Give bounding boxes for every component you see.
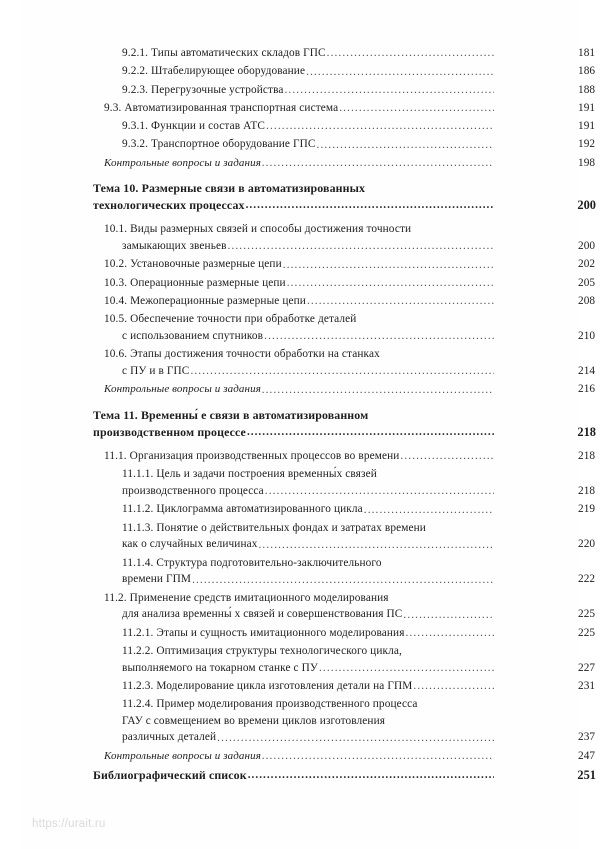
toc-entry-title: производственного процесса — [122, 484, 264, 497]
toc-entry[interactable] — [0, 65, 600, 78]
toc-entry[interactable] — [0, 120, 600, 133]
toc-entry[interactable] — [0, 450, 600, 463]
toc-entry-title: 9.2.3. Перегрузочные устройства — [122, 83, 284, 96]
dot-leader — [285, 86, 495, 95]
toc-entry[interactable] — [0, 102, 600, 115]
toc-entry-title: 10.6. Этапы достижения точности обработки на станках — [104, 348, 380, 361]
toc-entry-title: 9.2.2. Штабелирующее оборудование — [122, 65, 306, 78]
dot-leader — [307, 297, 494, 306]
dot-leader — [228, 242, 494, 251]
dot-leader — [400, 452, 494, 461]
dot-leader — [403, 611, 494, 620]
toc-entry-title: Контрольные вопросы и задания — [104, 156, 261, 169]
dot-leader — [259, 541, 495, 550]
toc-entry-page-number: 202 — [578, 258, 595, 271]
toc-entry-title: 11.2.2. Оптимизация структуры технологического цикла, — [122, 644, 402, 657]
dot-leader — [406, 629, 494, 638]
toc-entry-title: ГАУ с совмещением во времени циклов изготовления — [122, 714, 386, 727]
toc-entry-title: 10.3. Операционные размерные цепи — [104, 276, 286, 289]
toc-entry[interactable] — [0, 313, 600, 326]
toc-entry[interactable] — [0, 731, 600, 744]
toc-entry-page-number: 216 — [578, 383, 595, 396]
toc-entry[interactable] — [0, 557, 600, 570]
toc-entry-page-number: 219 — [578, 503, 595, 516]
toc-entry-page-number: 181 — [578, 47, 595, 59]
toc-entry[interactable] — [0, 348, 600, 361]
toc-entry-title: различных деталей — [122, 731, 217, 744]
toc-entry-title: 11.2.1. Этапы и сущность имитационного моделирования — [122, 626, 405, 639]
toc-entry-page-number: 218 — [577, 425, 596, 439]
toc-entry[interactable] — [0, 258, 600, 271]
toc-entry-title: Контрольные вопросы и задания — [104, 749, 261, 762]
toc-entry[interactable] — [0, 383, 600, 396]
dot-leader — [264, 332, 494, 341]
toc-entry-title: Библиографический список — [93, 768, 247, 783]
toc-entry-page-number: 231 — [578, 679, 595, 692]
dot-leader — [190, 367, 494, 376]
toc-entry-title: Тема 10. Размерные связи в автоматизированных — [93, 181, 366, 196]
toc-entry-page-number: 191 — [578, 120, 595, 133]
toc-entry[interactable] — [0, 223, 600, 236]
toc-entry[interactable] — [0, 715, 600, 728]
toc-entry-title: 11.2.4. Пример моделирования производственного процесса — [122, 698, 418, 711]
dot-leader — [306, 68, 494, 77]
toc-entry-title: производственном процессе — [93, 425, 246, 439]
toc-entry-page-number: 222 — [578, 573, 595, 586]
toc-entry-page-number: 225 — [578, 608, 595, 621]
dot-leader — [265, 487, 494, 496]
toc-entry[interactable] — [0, 750, 600, 763]
dot-leader — [364, 506, 494, 515]
toc-entry-title: 9.3.1. Функции и состав АТС — [122, 120, 266, 133]
toc-entry[interactable] — [0, 645, 600, 658]
toc-entry-title: 10.5. Обеспечение точности при обработке деталей — [104, 313, 357, 326]
toc-entry-title: 11.1. Организация производственных процессов во времени — [104, 450, 400, 462]
toc-entry-title: 9.2.1. Типы автоматических складов ГПС — [122, 47, 326, 59]
toc-entry[interactable] — [0, 698, 600, 711]
toc-entry-title: Контрольные вопросы и задания — [104, 383, 261, 396]
toc-entry[interactable] — [0, 408, 600, 422]
dot-leader — [317, 141, 494, 150]
toc-entry-title: замыкающих звеньев — [122, 240, 227, 253]
toc-entry[interactable] — [0, 295, 600, 308]
dot-leader — [262, 159, 494, 168]
toc-entry-title: с использованием спутников — [122, 330, 264, 343]
toc-entry[interactable] — [0, 425, 600, 439]
toc-entry-page-number: 186 — [578, 65, 595, 78]
dot-leader — [319, 664, 494, 673]
toc-entry[interactable] — [0, 662, 600, 675]
toc-entry[interactable] — [0, 503, 600, 516]
toc-entry[interactable] — [0, 138, 600, 151]
toc-entry-title: с ПУ и в ГПС — [122, 365, 190, 378]
toc-entry-title: для анализа временны́ х связей и совершенствования ПС — [122, 608, 403, 621]
toc-entry-title: как о случайных величинах — [122, 538, 258, 551]
dot-leader — [217, 734, 494, 743]
dot-leader — [262, 386, 494, 395]
toc-entry[interactable] — [0, 627, 600, 640]
toc-entry-page-number: 200 — [577, 198, 596, 213]
toc-entry[interactable] — [0, 365, 600, 378]
toc-entry-page-number: 214 — [578, 365, 595, 378]
toc-entry[interactable] — [0, 485, 600, 498]
dot-leader — [413, 682, 494, 691]
toc-entry-page-number: 188 — [578, 83, 595, 96]
dot-leader — [283, 261, 494, 270]
toc-entry-page-number: 218 — [578, 484, 595, 497]
toc-entry[interactable] — [0, 592, 600, 605]
dot-leader — [327, 49, 494, 58]
toc-entry-title: технологических процессах — [93, 198, 245, 213]
toc-entry[interactable] — [0, 181, 600, 195]
toc-entry[interactable] — [0, 47, 600, 60]
toc-entry-page-number: 198 — [578, 156, 595, 169]
toc-entry-page-number: 247 — [578, 749, 595, 762]
dot-leader — [266, 122, 494, 131]
dot-leader — [248, 771, 494, 780]
toc-entry-title: 10.2. Установочные размерные цепи — [104, 258, 282, 271]
dot-leader — [287, 279, 494, 288]
toc-entry[interactable] — [0, 240, 600, 253]
toc-entry[interactable] — [0, 768, 600, 782]
toc-entry[interactable] — [0, 157, 600, 170]
toc-entry-page-number: 208 — [578, 295, 595, 308]
toc-entry[interactable] — [0, 198, 600, 212]
toc-entry-page-number: 237 — [578, 731, 595, 744]
toc-entry-title: времени ГПМ — [122, 573, 192, 586]
toc-entry-page-number: 205 — [578, 276, 595, 289]
toc-entry-page-number: 210 — [578, 330, 595, 343]
dot-leader — [339, 104, 494, 113]
toc-entry-title: 11.2. Применение средств имитационного моделирования — [104, 591, 389, 604]
toc-entry-title: Тема 11. Временны́ е связи в автоматизированном — [93, 407, 369, 422]
toc-entry[interactable] — [0, 330, 600, 343]
toc-entry-page-number: 227 — [578, 661, 595, 674]
toc-entry-title: 9.3. Автоматизированная транспортная система — [104, 101, 339, 114]
dot-leader — [262, 752, 494, 761]
toc-entry-title: 10.1. Виды размерных связей и способы достижения точности — [104, 223, 412, 236]
toc-entry[interactable] — [0, 522, 600, 535]
dot-leader — [192, 576, 494, 585]
toc-entry-title: 11.1.4. Структура подготовительно-заключительного — [122, 556, 382, 569]
toc-entry-page-number: 225 — [578, 626, 595, 639]
toc-entry-page-number: 251 — [577, 768, 596, 783]
toc-entry[interactable] — [0, 538, 600, 551]
toc-entry[interactable] — [0, 468, 600, 481]
toc-entry[interactable] — [0, 84, 600, 97]
toc-entry[interactable] — [0, 680, 600, 693]
toc-entry-title: 11.1.3. Понятие о действительных фондах и затратах времени — [122, 521, 426, 534]
toc-entry-page-number: 220 — [578, 538, 595, 551]
toc-entry-page-number: 200 — [578, 240, 595, 253]
toc-entry-page-number: 218 — [578, 450, 595, 462]
toc-entry-title: 11.1.1. Цель и задачи построения временны́х связей — [122, 468, 377, 481]
toc-entry[interactable] — [0, 608, 600, 621]
toc-entry-title: выполняемого на токарном станке с ПУ — [122, 661, 318, 674]
dot-leader — [246, 201, 494, 210]
toc-entry-title: 11.1.2. Циклограмма автоматизированного цикла — [122, 503, 363, 516]
toc-entry-title: 9.3.2. Транспортное оборудование ГПС — [122, 138, 316, 151]
toc-entry-title: 10.4. Межоперационные размерные цепи — [104, 295, 306, 308]
toc-entry-title: 11.2.3. Моделирование цикла изготовления детали на ГПМ — [122, 679, 413, 692]
toc-entry-page-number: 191 — [578, 101, 595, 114]
dot-leader — [247, 428, 494, 437]
watermark-url: https://urait.ru — [32, 818, 106, 830]
toc-entry-page-number: 192 — [578, 138, 595, 151]
toc-entry[interactable] — [0, 573, 600, 586]
toc-entry[interactable] — [0, 277, 600, 290]
